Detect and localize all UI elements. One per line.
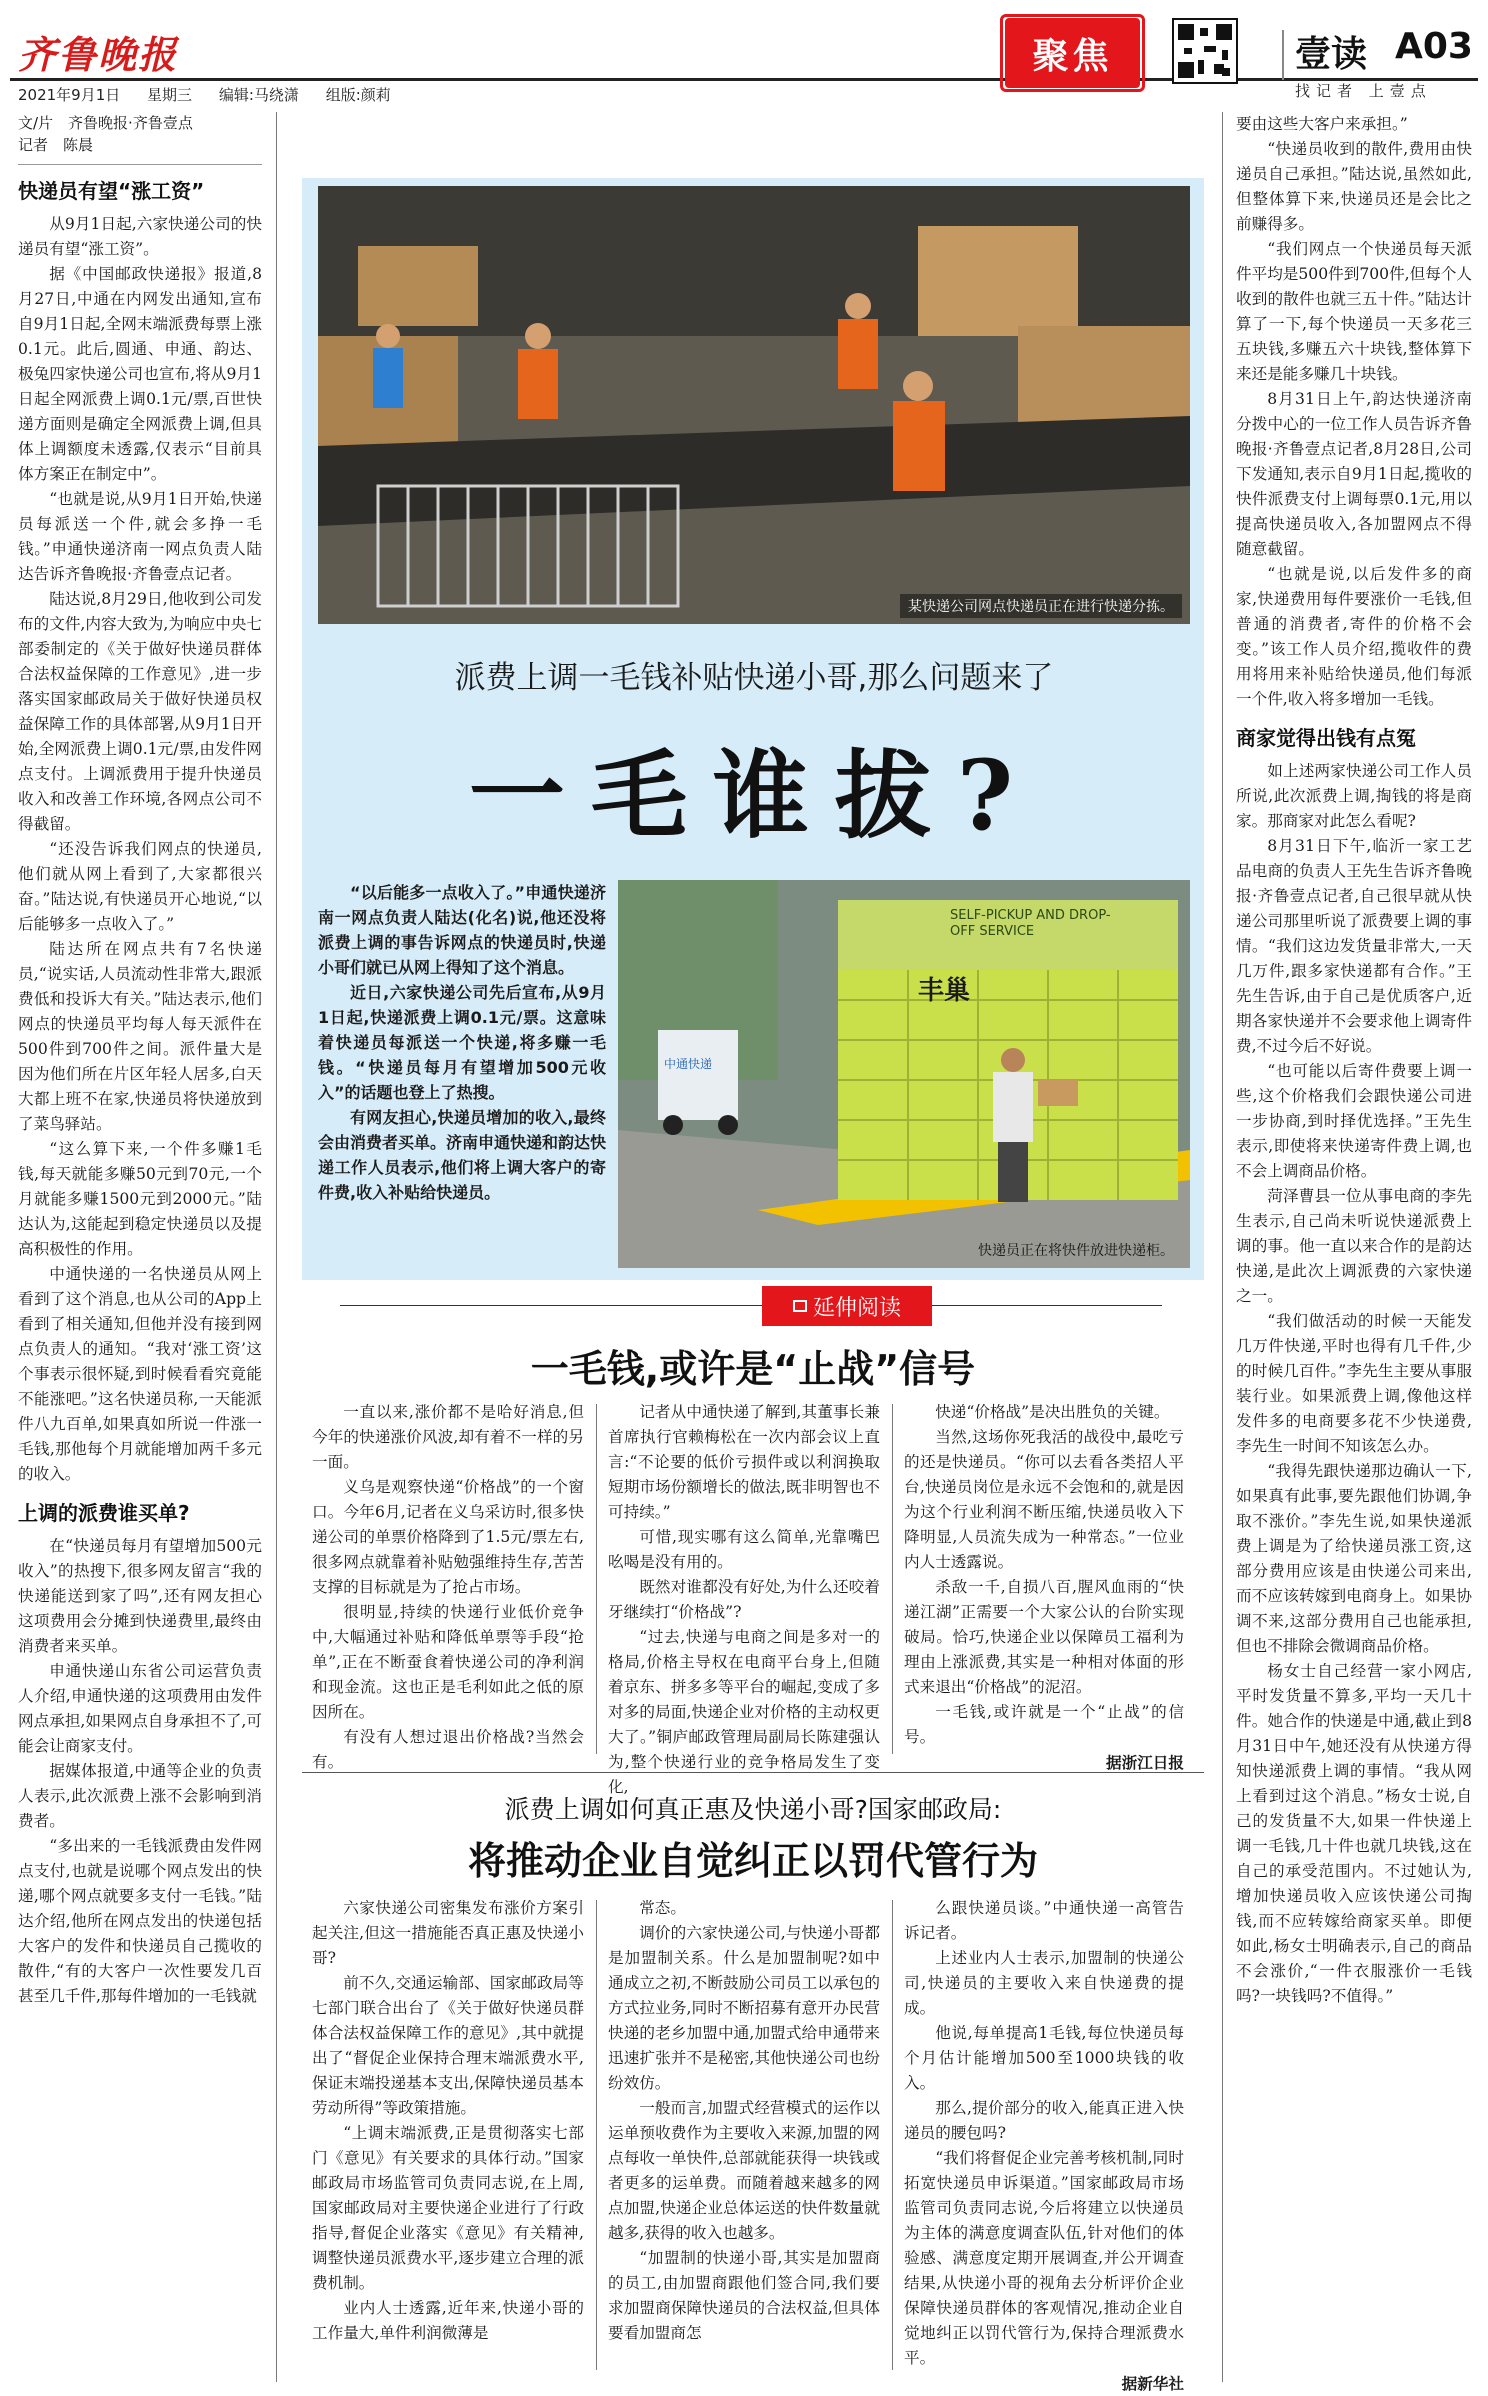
paragraph: 一直以来,涨价都不是哈好消息,但今年的快递涨价风波,却有着不一样的另一面。	[312, 1403, 584, 1471]
paragraph: 据媒体报道,中通等企业的负责人表示,此次派费上涨不会影响到消费者。	[18, 1762, 262, 1830]
paragraph: 杀敌一千,自损八百,腥风血雨的“快递江湖”正需要一个大家公认的台阶实现破局。恰巧,快递企业以保障员工福利为理由上涨派费,其实是一种相对体面的形式来退出“价格战”的泥沼。	[904, 1578, 1184, 1696]
paragraph: 杨女士自己经营一家小网店,平时发货量不算多,平均一天几十件。她合作的快递是中通,截止到8月31日中午,她还没有从快递方得知快递派费上调的事情。“我从网上看到过这个消息。”杨女士说,自己的发货量不大,如果一件快递上调一毛钱,几十件也就几块钱,这在自己的承受范围内。不过她认为,增加快递员收入应该快递公司掏钱,而不应转嫁给商家买单。即便如此,杨女士明确表示,自己的商品不会涨价,“一件衣服涨价一毛钱吗?一块钱吗?不值得。”	[1236, 1662, 1472, 2005]
bottom-kicker: 派费上调如何真正惠及快递小哥?国家邮政局:	[504, 1795, 1002, 1824]
newspaper-logo: 齐鲁晚报	[18, 32, 179, 77]
paragraph: 业内人士透露,近年来,快递小哥的工作量大,单件利润微薄是	[312, 2299, 584, 2342]
main-headline: 一毛谁拔?	[468, 739, 1040, 852]
paragraph: 前不久,交通运输部、国家邮政局等七部门联合出台了《关于做好快递员群体合法权益保障工作的意见》,其中就提出了“督促企业保持合理末端派费水平,保证末端投递基本支出,保障快递员基本劳动所得”等政策措施。	[312, 1974, 584, 2117]
byline-credit: 文/片 齐鲁晚报·齐鲁壹点	[18, 114, 193, 132]
paragraph: 菏泽曹县一位从事电商的李先生表示,自己尚未听说快递派费上调的事。他一直以来合作的是韵达快递,是此次上调派费的六家快递之一。	[1236, 1187, 1472, 1305]
section-name: 壹读	[1295, 34, 1368, 75]
paragraph: 陆达所在网点共有7名快递员,“说实话,人员流动性非常大,跟派费低和投诉大有关。”陆达表示,他们网点的快递员平均每人每天派件在500件到700件之间。派件量大是因为他们所在片区年轻人居多,白天大都上班不在家,快递员将快递放到了菜鸟驿站。	[18, 940, 262, 1133]
paragraph: 那么,提价部分的收入,能真正进入快递员的腰包吗?	[904, 2099, 1184, 2142]
issue-date: 2021年9月1日	[18, 86, 121, 104]
subhead-who-pays: 上调的派费谁买单?	[18, 1501, 190, 1525]
bottom-col-3	[904, 1896, 1184, 2393]
paragraph: 一般而言,加盟式经营模式的运作以运单预收费作为主要收入来源,加盟的网点每收一单快件,总部就能获得一块钱或者更多的运单费。而随着越来越多的网点加盟,快递企业总体运送的快件数量就越多,获得的收入也越多。	[608, 2099, 880, 2242]
lead-paragraph: 有网友担心,快递员增加的收入,最终会由消费者买单。济南申通快递和韵达快递工作人员表示,他们将上调大客户的寄件费,收入补贴给快递员。	[318, 1108, 607, 1202]
lead-paragraph: 近日,六家快递公司先后宣布,从9月1日起,快递派费上调0.1元/票。这意味着快递员每派送一个快递,将多赚一毛钱。“快递员每月有望增加500元收入”的话题也登上了热搜。	[318, 983, 606, 1102]
subhead-merchants: 商家觉得出钱有点冤	[1236, 726, 1416, 750]
column-divider	[276, 112, 277, 2382]
locker-sign: SELF-PICKUP AND DROP-OFF SERVICE	[950, 908, 1111, 939]
paragraph: 记者从中通快递了解到,其董事长兼首席执行官赖梅松在一次内部会议上直言:“不论要的低价亏损件或以利润换取短期市场份额增长的做法,既非明智也不可持续。”	[608, 1403, 880, 1521]
paragraph: 8月31日上午,韵达快递济南分拨中心的一位工作人员告诉齐鲁晚报·齐鲁壹点记者,8月28日,公司下发通知,表示自9月1日起,揽收的快件派费支付上调每票0.1元,用以提高快递员收入,各加盟网点不得随意截留。	[1236, 390, 1472, 558]
extended-col-2	[608, 1400, 880, 1796]
column-divider	[892, 1404, 893, 1754]
lead-paragraph: “以后能多一点收入了。”申通快递济南一网点负责人陆达(化名)说,他还没将派费上调的事告诉网点的快递员时,快递小哥们就已从网上得知了这个消息。	[318, 883, 606, 977]
issue-layout: 组版:颜莉	[325, 86, 391, 104]
paragraph: 上述业内人士表示,加盟制的快递公司,快递员的主要收入来自快递费的提成。	[904, 1949, 1184, 2017]
right-column	[1236, 112, 1472, 2382]
paragraph: 么跟快递员谈。”中通快递一高管告诉记者。	[904, 1899, 1184, 1942]
section-badge: 聚焦	[1005, 18, 1140, 88]
book-icon	[793, 1300, 807, 1312]
paragraph: 常态。	[639, 1899, 686, 1917]
section-slogan: 找记者 上壹点	[1295, 82, 1432, 100]
paragraph: 六家快递公司密集发布涨价方案引起关注,但这一措施能否真正惠及快递小哥?	[312, 1899, 584, 1967]
column-divider	[596, 1404, 597, 1754]
paragraph: “快递员收到的散件,费用由快递员自己承担。”陆达说,虽然如此,但整体算下来,快递员还是会比之前赚得多。	[1236, 140, 1472, 233]
warehouse-photo	[318, 186, 1190, 624]
extended-col-3	[904, 1400, 1184, 1772]
paragraph: “我们将督促企业完善考核机制,同时拓宽快递员申诉渠道。”国家邮政局市场监管司负责同志说,今后将建立以快递员为主体的满意度调查队伍,针对他们的体验感、满意度定期开展调查,并公开调查结果,从快递小哥的视角去分析评价企业保障快递员群体的客观情况,推动企业自觉地纠正以罚代管行为,保持合理派费水平。	[904, 2149, 1184, 2367]
paragraph: 当然,这场你死我活的战役中,最吃亏的还是快递员。“你可以去看各类招人平台,快递员岗位是永远不会饱和的,就是因为这个行业利润不断压缩,快递员收入下降明显,人员流失成为一种常态。”一位业内人士透露说。	[904, 1428, 1184, 1571]
paragraph: 申通快递山东省公司运营负责人介绍,申通快递的这项费用由发件网点承担,如果网点自身承担不了,可能会让商家支付。	[18, 1662, 262, 1755]
paragraph: 陆达说,8月29日,他收到公司发布的文件,内容大致为,为响应中央七部委制定的《关于做好快递员群体合法权益保障的工作意见》,进一步落实国家邮政局关于做好快递员权益保障工作的具体部署,从9月1日开始,全网派费上调0.1元/票,由发件网点支付。上调派费用于提升快递员收入和改善工作环境,各网点公司不得截留。	[18, 590, 262, 833]
page-number: A03	[1395, 26, 1473, 67]
paragraph: 既然对谁都没有好处,为什么还咬着牙继续打“价格战”?	[608, 1578, 880, 1621]
byline-reporter: 记者 陈晨	[18, 136, 94, 154]
photo-caption: 快递员正在将快件放进快递柜。	[978, 1243, 1174, 1259]
bottom-col-1	[312, 1896, 584, 2376]
warehouse-illustration	[318, 186, 1190, 624]
divider	[302, 1772, 1204, 1773]
paragraph: 从9月1日起,六家快递公司的快递员有望“涨工资”。	[18, 215, 262, 258]
paragraph: 可惜,现实哪有这么简单,光靠嘴巴吆喝是没有用的。	[608, 1528, 880, 1571]
paragraph: 中通快递的一名快递员从网上看到了这个消息,也从公司的App上看到了相关通知,但他并没有接到网点负责人的通知。“我对‘涨工资’这个事表示很怀疑,到时候看看究竟能不能涨吧。”这名快递员称,一天能派件八九百单,如果真如所说一件涨一毛钱,那他每个月就能增加两千多元的收入。	[18, 1265, 262, 1483]
column-divider	[596, 1900, 597, 2370]
paragraph: “我得先跟快递那边确认一下,如果真有此事,要先跟他们协调,争取不涨价。”李先生说,如果快递派费上调是为了给快递员涨工资,这部分费用应该是由快递公司来出,而不应该转嫁到电商身上。如果协调不来,这部分费用自己也能承担,但也不排除会微调商品价格。	[1236, 1462, 1472, 1655]
extended-headline: 一毛钱,或许是“止战”信号	[530, 1347, 976, 1391]
extended-reading-badge	[762, 1286, 932, 1326]
paragraph: 他说,每单提高1毛钱,每位快递员每个月估计能增加500至1000块钱的收入。	[904, 2024, 1184, 2092]
paragraph: 8月31日下午,临沂一家工艺品电商的负责人王先生告诉齐鲁晚报·齐鲁壹点记者,自己很早就从快递公司那里听说了派费要上调的事情。“我们这边发货量非常大,一天几万件,跟多家快递都有合作。”王先生告诉,由于自己是优质客户,近期各家快递并不会要求他上调寄件费,不过今后不好说。	[1236, 837, 1472, 1055]
paragraph: 据《中国邮政快递报》报道,8月27日,中通在内网发出通知,宣布自9月1日起,全网末端派费每票上涨0.1元。此后,圆通、申通、韵达、极兔四家快递公司也宣布,将从9月1日起全网派费上调0.1元/票,百世快递方面则是确定全网派费上调,但具体上调额度未透露,仅表示“目前具体方案正在制定中”。	[18, 265, 262, 483]
source-credit: 据浙江日报	[1106, 1753, 1184, 1772]
locker-photo	[618, 880, 1190, 1268]
header-divider	[1282, 30, 1284, 80]
divider	[18, 164, 262, 165]
extended-col-1	[312, 1400, 584, 1771]
issue-meta	[18, 84, 413, 105]
qr-code-icon	[1172, 18, 1238, 84]
header-rule	[10, 78, 1478, 81]
paragraph: 在“快递员每月有望增加500元收入”的热搜下,很多网友留言“我的快递能送到家了吗”,还有网友担心这项费用会分摊到快递费里,最终由消费者来买单。	[18, 1537, 262, 1655]
paragraph: “加盟制的快递小哥,其实是加盟商的员工,由加盟商跟他们签合同,我们要求加盟商保障快递员的合法权益,但具体要看加盟商怎	[608, 2249, 880, 2342]
paragraph: 快递“价格战”是决出胜负的关键。	[935, 1403, 1170, 1421]
source-credit: 据新华社	[1121, 2374, 1184, 2393]
column-divider	[1222, 112, 1223, 2382]
paragraph: “还没告诉我们网点的快递员,他们就从网上看到了,大家都很兴奋。”陆达说,有快递员开心地说,“以后能够多一点收入了。”	[18, 840, 262, 933]
paragraph: 如上述两家快递公司工作人员所说,此次派费上调,掏钱的将是商家。那商家对此怎么看呢?	[1236, 762, 1472, 830]
column-divider	[892, 1900, 893, 2370]
paragraph: “过去,快递与电商之间是多对一的格局,价格主导权在电商平台身上,但随着京东、拼多多等平台的崛起,变成了多对多的局面,快递企业对价格的主动权更大了。”铜庐邮政管理局副局长陈建强认为,整个快递行业的竞争格局发生了变化,	[608, 1628, 880, 1796]
issue-weekday: 星期三	[147, 86, 193, 104]
paragraph: 一毛钱,或许就是一个“止战”的信号。	[904, 1703, 1184, 1746]
paragraph: “也就是说,以后发件多的商家,快递费用每件要涨价一毛钱,但普通的消费者,寄件的价格不会变。”该工作人员介绍,揽收件的费用将用来补贴给快递员,他们每派一个件,收入将多增加一毛钱。	[1236, 565, 1472, 708]
paragraph: 很明显,持续的快递行业低价竞争中,大幅通过补贴和降低单票等手段“抢单”,正在不断蚕食着快递公司的净利润和现金流。这也正是毛利如此之低的原因所在。	[312, 1603, 584, 1721]
paragraph: 要由这些大客户来承担。”	[1236, 115, 1408, 133]
locker-brand-logo: 丰巢	[918, 976, 971, 1006]
left-column	[18, 112, 262, 2382]
paragraph: “也可能以后寄件费要上调一些,这个价格我们会跟快递公司进一步协商,到时择优选择。”王先生表示,即使将来快递寄件费上调,也不会上调商品价格。	[1236, 1062, 1472, 1180]
lead-paragraphs	[318, 880, 606, 1205]
paragraph: “上调末端派费,正是贯彻落实七部门《意见》有关要求的具体行动。”国家邮政局市场监管司负责同志说,在上周,国家邮政局对主要快递企业进行了行政指导,督促企业落实《意见》有关精神,调整快递员派费水平,逐步建立合理的派费机制。	[312, 2124, 584, 2292]
photo-caption: 某快递公司网点快递员正在进行快递分拣。	[900, 594, 1182, 618]
paragraph: “我们网点一个快递员每天派件平均是500件到700件,但每个人收到的散件也就三五十件。”陆达计算了一下,每个快递员一天多花三五块钱,多赚五六十块钱,整体算下来还是能多赚几十块钱。	[1236, 240, 1473, 383]
section-rule	[340, 1305, 1162, 1306]
issue-editor: 编辑:马绕潇	[218, 86, 299, 104]
paragraph: “也就是说,从9月1日开始,快递员每派送一个件,就会多挣一毛钱。”申通快递济南一网点负责人陆达告诉齐鲁晚报·齐鲁壹点记者。	[18, 490, 262, 583]
bottom-headline: 将推动企业自觉纠正以罚代管行为	[467, 1839, 1038, 1883]
paragraph: “多出来的一毛钱派费由发件网点支付,也就是说哪个网点发出的快递,哪个网点就要多支付一毛钱。”陆达介绍,他所在网点发出的快递包括大客户的发件和快递员自己揽收的散件,“有的大客户一次性要发几百甚至几千件,那每件增加的一毛钱就	[18, 1837, 262, 2005]
bottom-col-2	[608, 1896, 880, 2376]
paragraph: “我们做活动的时候一天能发几万件快递,平时也得有几千件,少的时候几百件。”李先生主要从事服装行业。如果派费上调,像他这样发件多的电商要多花不少快递费,李先生一时间不知该怎么办。	[1236, 1312, 1472, 1455]
extended-reading-label: 延伸阅读	[812, 1295, 901, 1321]
van-logo: 中通快递	[664, 1057, 713, 1071]
paragraph: 调价的六家快递公司,与快递小哥都是加盟制关系。什么是加盟制呢?如中通成立之初,不断鼓励公司员工以承包的方式拉业务,同时不断招募有意开办民营快递的老乡加盟中通,加盟式给申通带来迅速扩张并不是秘密,其他快递公司也纷纷效仿。	[608, 1924, 880, 2092]
subhead-raise: 快递员有望“涨工资”	[18, 179, 205, 203]
paragraph: 有没有人想过退出价格战?当然会有。	[312, 1728, 584, 1771]
kicker: 派费上调一毛钱补贴快递小哥,那么问题来了	[454, 660, 1054, 696]
paragraph: 义乌是观察快递“价格战”的一个窗口。今年6月,记者在义乌采访时,很多快递公司的单票价格降到了1.5元/票左右,很多网点就靠着补贴勉强维持生存,苦苦支撑的目标就是为了抢占市场。	[312, 1478, 584, 1596]
paragraph: “这么算下来,一个件多赚1毛钱,每天就能多赚50元到70元,一个月就能多赚1500元到2000元。”陆达认为,这能起到稳定快递员以及提高积极性的作用。	[18, 1140, 262, 1258]
